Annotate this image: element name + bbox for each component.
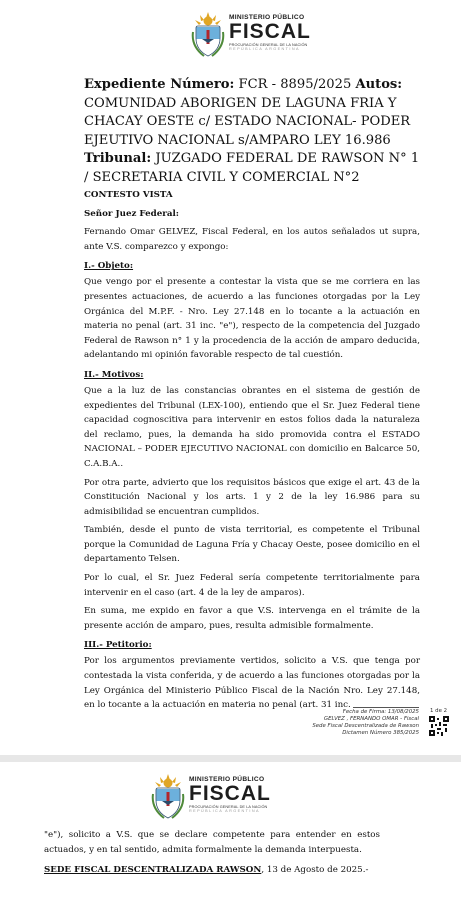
brand-subtitle: PROCURACIÓN GENERAL DE LA NACIÓN xyxy=(229,43,308,47)
signature-name: GELVEZ , FERNANDO OMAR - Fiscal xyxy=(323,716,419,723)
tribunal-name: JUZGADO FEDERAL DE RAWSON N° 1 / SECRETARIA CIVIL Y COMERCIAL N°2 xyxy=(84,151,420,185)
brand-ministry: MINISTERIO PÚBLICO xyxy=(229,14,305,21)
signature-date: Fecha de Firma: 13/08/2025 xyxy=(342,709,419,715)
brand-fiscal: FISCAL xyxy=(189,782,271,805)
page-separator xyxy=(0,755,461,762)
caratula: COMUNIDAD ABORIGEN DE LAGUNA FRIA Y CHACAY OESTE c/ ESTADO NACIONAL- PODER EJEUTIVO NACIONAL s/AMPARO LEY 16.986 xyxy=(84,95,411,148)
autos-label: Autos: xyxy=(355,77,403,92)
expediente-number: FCR - 8895/2025 xyxy=(238,77,352,92)
brand-block-page-2 xyxy=(189,776,271,813)
motivos-paragraph-1: Que a la luz de las constancias obrantes en el sistema de gestión de expedientes del Tribunal (LEX-100), entiendo que el Sr. Juez Federal tiene capacidad cognoscitiva para intervenir en estos folios dada la naturaleza del reclamo, pues, la demanda ha sido promovida contra el ESTADO NACIONAL – PODER EJECUTIVO NACIONAL con domicilio en Balcarce 50, C.A.B.A.. xyxy=(84,385,420,469)
document-body xyxy=(84,188,420,713)
expediente-label: Expediente Número: xyxy=(84,77,235,92)
closing-date: , 13 de Agosto de 2025.- xyxy=(261,865,369,876)
motivos-paragraph-5: En suma, me expido en favor a que V.S. intervenga en el trámite de la presente acción de amparo, pues, resulta admisible formalmente. xyxy=(84,606,420,631)
brand-subtitle: PROCURACIÓN GENERAL DE LA NACIÓN xyxy=(189,805,268,809)
closing-line xyxy=(44,863,380,878)
signature-dictamen: Dictamen Número 385/2025 xyxy=(342,730,419,737)
brand-country: REPÚBLICA ARGENTINA xyxy=(229,47,300,51)
page-2 xyxy=(0,762,461,912)
digital-signature-block xyxy=(279,707,419,737)
qr-code-icon xyxy=(429,716,449,736)
motivos-paragraph-3: También, desde el punto de vista territorial, es competente el Tribunal porque la Comunidad de Laguna Fría y Chacay Oeste, posee domicilio en el departamento Telsen. xyxy=(84,525,420,565)
page-number: 1 de 2 xyxy=(430,708,448,714)
salutation: Señor Juez Federal: xyxy=(84,208,179,219)
brand-block xyxy=(229,14,311,51)
national-seal-icon xyxy=(150,774,186,820)
signature-office: Sede Fiscal Descentralizada de Rawson xyxy=(312,723,419,730)
motivos-paragraph-2: Por otra parte, advierto que los requisitos básicos que exige el art. 43 de la Constitución Nacional y los arts. 1 y 2 de la ley 16.986 para su admisibilidad se encuentran cumplidos. xyxy=(84,477,420,517)
petitorio-paragraph: Por los argumentos previamente vertidos, solicito a V.S. que tenga por contestada la vista conferida, y de acuerdo a las funciones otorgadas por la Ley Orgánica del Ministerio Público Fiscal de la Nación Nro. Ley 27.148, en lo tocante a la actuación en materia no penal (art. 31 inc. xyxy=(84,656,420,711)
document-title: CONTESTO VISTA xyxy=(84,190,173,200)
page-2-body xyxy=(44,828,380,878)
brand-country: REPÚBLICA ARGENTINA xyxy=(189,809,260,813)
section-objeto-title: I.- Objeto: xyxy=(84,261,134,272)
petitorio-continuation: "e"), solicito a V.S. que se declare competente para entender en estos actuados, y en tal sentido, admita formalmente la demanda interpuesta. xyxy=(44,830,380,855)
national-seal-icon xyxy=(190,12,226,58)
signature-rule xyxy=(353,707,419,708)
motivos-paragraph-4: Por lo cual, el Sr. Juez Federal sería competente territorialmente para intervenir en el caso (art. 4 de la ley de amparos). xyxy=(84,573,420,598)
tribunal-label: Tribunal: xyxy=(84,151,152,166)
intro-paragraph: Fernando Omar GELVEZ, Fiscal Federal, en los autos señalados ut supra, ante V.S. comparezco y expongo: xyxy=(84,227,420,252)
brand-fiscal: FISCAL xyxy=(229,20,311,43)
case-header xyxy=(84,76,420,187)
letterhead xyxy=(0,12,461,62)
objeto-paragraph: Que vengo por el presente a contestar la vista que se me corriera en las presentes actuaciones, de acuerdo a las funciones otorgadas por la Ley Orgánica del M.P.F. - Nro. Ley 27.148 en lo tocante a la actuación en materia no penal (art. 31 inc. "e"), respecto de la competencia del Juzgado Federal de Rawson n° 1 y la procedencia de la acción de amparo deducida, adelantando mi opinión favorable respecto de tal cuestión. xyxy=(84,277,420,361)
section-petitorio-title: III.- Petitorio: xyxy=(84,640,152,651)
section-motivos-title: II.- Motivos: xyxy=(84,369,144,380)
brand-ministry: MINISTERIO PÚBLICO xyxy=(189,776,265,783)
letterhead-page-2 xyxy=(0,774,461,824)
closing-office: SEDE FISCAL DESCENTRALIZADA RAWSON xyxy=(44,865,262,876)
expediente-line xyxy=(84,76,420,95)
tribunal-line xyxy=(84,150,420,187)
